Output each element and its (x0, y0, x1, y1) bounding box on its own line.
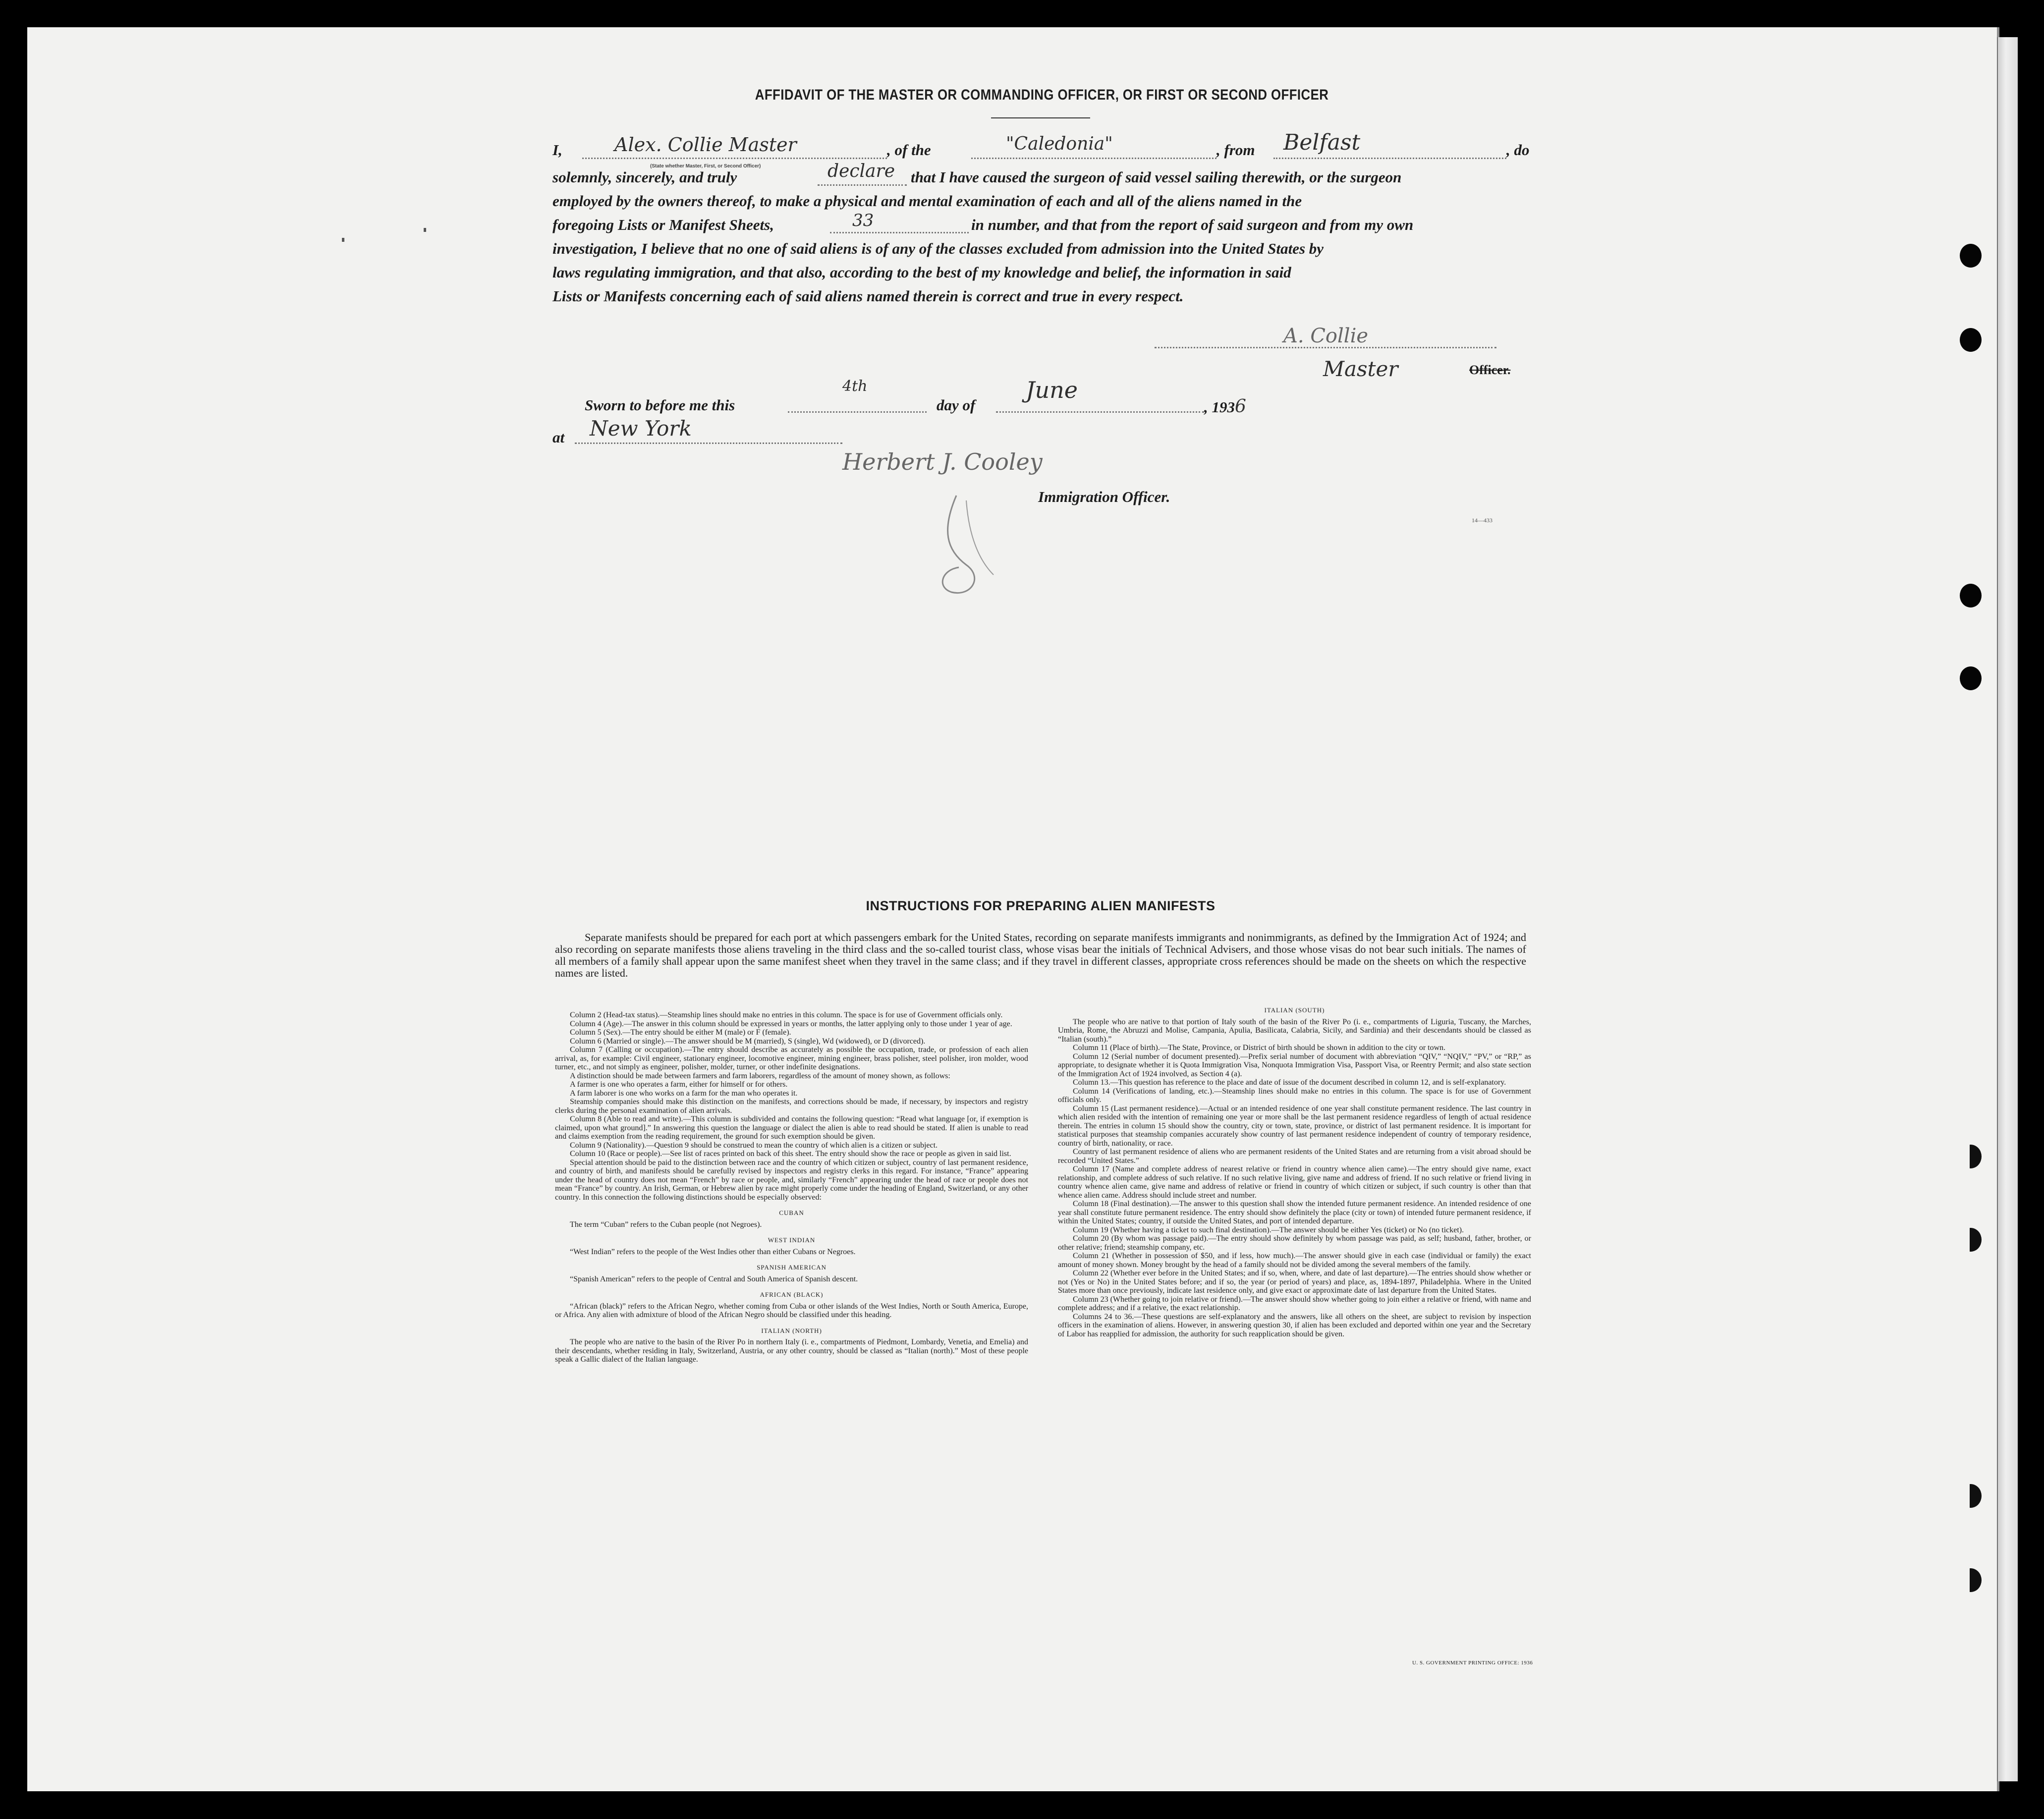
affidavit-line-6: laws regulating immigration, and that also, according to the best of my knowledge and belief, the information in said (552, 264, 1291, 281)
immigration-officer-label: Immigration Officer. (1038, 488, 1170, 505)
instructions-left-column (555, 1011, 1028, 1364)
instruction-paragraph: Country of last permanent residence of aliens who are permanent residents of the United States and are returning from a visit abroad should be recorded “United States.” (1058, 1148, 1531, 1165)
section-text: “African (black)” refers to the African Negro, whether coming from Cuba or other islands of the West Indies, North or South America, Europe, or Africa. Any alien with admixture of blood of the African Negro should be classified under this heading. (555, 1302, 1028, 1319)
handwritten-port: Belfast (1283, 130, 1361, 155)
form-number: 14—433 (1472, 517, 1492, 524)
punch-hole (1960, 1568, 1982, 1592)
handwritten-name: Alex. Collie Master (614, 134, 797, 156)
affidavit-line-2b: that I have caused the surgeon of said vessel sailing therewith, or the surgeon (911, 168, 1402, 186)
instruction-paragraph: Column 23 (Whether going to join relative or friend).—The answer should show whether going to join either a relative or friend, with name and complete address; and if a relative, the exact relationship. (1058, 1295, 1531, 1312)
instruction-paragraph: Column 13.—This question has reference to the place and date of issue of the document described in column 12, and is self-explanatory. (1073, 1078, 1506, 1087)
section-text: “West Indian” refers to the people of the West Indies other than either Cubans or Negroes. (570, 1247, 856, 1256)
scan-speck (424, 228, 426, 232)
section-heading-italian-north: ITALIAN (NORTH) (761, 1326, 822, 1334)
affidavit-line-3: employed by the owners thereof, to make a physical and mental examination of each and all of the aliens named in the (552, 192, 1302, 210)
name-field-line (582, 158, 887, 159)
year-label: , 1936 (1204, 396, 1246, 417)
officer-label: Officer. (1469, 363, 1511, 377)
instruction-paragraph: Column 20 (By whom was passage paid).—The entry should show definitely by whom passage was paid, as self; husband, father, brother, or other relative; friend; steamship company, etc. (1058, 1234, 1531, 1252)
instruction-paragraph: Column 9 (Nationality).—Question 9 should be construed to mean the country of which alien is a citizen or subject. (570, 1141, 938, 1150)
instruction-paragraph: Column 17 (Name and complete address of nearest relative or friend in country whence alien came).—The entry should give name, exact relationship, and complete address of such relative. If no such relative living, give name and address of friend. If no such relative or friend living in country whence alien came, give name and address of relative or friend in country of which citizen or subject, if such country is other than that whence alien came. Address should include street and number. (1058, 1165, 1531, 1200)
affidavit-line-4a: foregoing Lists or Manifest Sheets, (552, 216, 774, 233)
handwritten-place: New York (590, 416, 692, 441)
punch-hole (1960, 328, 1982, 352)
instructions-title: INSTRUCTIONS FOR PREPARING ALIEN MANIFESTS (866, 898, 1215, 913)
instruction-paragraph: Column 22 (Whether ever before in the United States; and if so, when, where, and date of last departure).—The entries should show whether or not (Yes or No) in the United States before; and if so, the year (or period of years) and place, as, 1894-1897, Philadelphia. Where in the United States more than once previously, indicate last residence only, and give exact or approximate date of last departure from the United States. (1058, 1269, 1531, 1295)
instruction-paragraph: Column 7 (Calling or occupation).—The entry should describe as accurately as possible the occupation, trade, or profession of each alien arrival, as, for example: Civil engineer, stationary engineer, locomotive engineer, mining engineer, brass polisher, steel polisher, iron molder, wood turner, etc., and not simply as engineer, polisher, molder, turner, or other indefinite designations. (555, 1046, 1028, 1071)
instruction-paragraph: Special attention should be paid to the distinction between race and the country of which citizen or subject, country of last permanent residence, and country of birth, and manifests should be carefully revised by inspectors and registry clerks in this regard. For instance, “France” appearing under the head of country does not mean “French” by race or people, and, similarly “French” appearing under the head of race or people does not mean “France” by country. An Irish, German, or Hebrew alien by race might properly come under the heading of England, Switzerland, or any other country. In this connection the following distinctions should be especially observed: (555, 1158, 1028, 1202)
affidavit-line-2a: solemnly, sincerely, and truly (552, 168, 737, 186)
at-label: at (552, 429, 565, 446)
title-rule (991, 117, 1090, 118)
section-text: The term “Cuban” refers to the Cuban people (not Negroes). (570, 1220, 762, 1229)
instructions-intro: Separate manifests should be prepared for each port at which passengers embark for the United States, recording on separate manifests immigrants and nonimmigrants, as defined by the Immigration Act of 1924; and also recording on separate manifests those aliens traveling in the third class and the so-called tourist class, whose visas bear the initials of Technical Advisers, and those whose visas do not bear such initials. The names of all members of a family shall appear upon the same manifest sheet when they travel in the same class; and if they travel in different classes, appropriate cross references should be made on the sheets on which the respective names are listed. (555, 931, 1526, 979)
ship-field-line (971, 158, 1216, 159)
handwritten-ship: "Caledonia" (1006, 134, 1113, 154)
of-the-label: , of the (887, 141, 931, 159)
instruction-paragraph: Column 5 (Sex).—The entry should be either M (male) or F (female). (570, 1028, 791, 1037)
place-field-line (575, 442, 842, 444)
day-field-line (788, 411, 927, 413)
instruction-paragraph: Column 4 (Age).—The answer in this column should be expressed in years or months, the latter applying only to those under 1 year of age. (570, 1019, 1012, 1028)
day-of-label: day of (937, 396, 976, 414)
section-heading-west-indian: WEST INDIAN (768, 1236, 816, 1244)
instruction-paragraph: Column 12 (Serial number of document presented).—Prefix serial number of document with abbreviation “QIV,” “NQIV,” “PV,” or “RP,” as appropriate, to designate whether it is Quota Immigration Visa, Nonquota Immigration Visa, Passport Visa, or Reentry Permit; and also state section of the Immigration Act of 1924 involved, as Section 4 (a). (1058, 1052, 1531, 1078)
instruction-paragraph: Column 11 (Place of birth).—The State, Province, or District of birth should be shown in addition to the city or town. (1073, 1044, 1446, 1052)
handwritten-month: June (1026, 377, 1078, 403)
instruction-paragraph: A farm laborer is one who works on a farm for the man who operates it. (570, 1089, 798, 1098)
instruction-paragraph: A distinction should be made between farmers and farm laborers, regardless of the amount of money shown, as follows: (570, 1071, 950, 1080)
handwritten-year-digit: 6 (1235, 396, 1246, 417)
handwritten-day: 4th (842, 378, 868, 395)
sworn-label: Sworn to before me this (585, 396, 735, 414)
scan-speck (342, 238, 344, 242)
affidavit-line-7: Lists or Manifests concerning each of said aliens named therein is correct and true in every respect. (552, 287, 1184, 305)
instruction-paragraph: Steamship companies should make this distinction on the manifests, and corrections should be made, if necessary, by inspectors and registry clerks during the personal examination of alien arrivals. (555, 1098, 1028, 1115)
instruction-paragraph: Column 14 (Verifications of landing, etc.).—Steamship lines should make no entries in this column. The space is for use of Government officials only. (1058, 1087, 1531, 1104)
affidavit-line-5: investigation, I believe that no one of said aliens is of any of the classes excluded from admission into the United States by (552, 240, 1324, 257)
affidavit-line-4b: in number, and that from the report of said surgeon and from my own (971, 216, 1414, 233)
month-field-line (996, 411, 1204, 413)
section-heading-cuban: CUBAN (779, 1209, 804, 1216)
officer-caption: (State whether Master, First, or Second Officer) (650, 164, 761, 169)
instruction-paragraph: Column 2 (Head-tax status).—Steamship lines should make no entries in this column. The space is for use of Government officials only. (570, 1011, 1003, 1019)
from-label: , from (1216, 141, 1255, 159)
instruction-paragraph: Column 21 (Whether in possession of $50, and if less, how much).—The answer should give in each case (individual or family) the exact amount of money shown. Money brought by the head of a family should not be divided among the several members of the family. (1058, 1252, 1531, 1269)
declare-field-line (818, 184, 907, 186)
instructions-right-column (1058, 1006, 1531, 1338)
do-label: , do (1506, 141, 1530, 159)
instruction-paragraph: Column 15 (Last permanent residence).—Actual or an intended residence of one year shall constitute permanent residence. The last country in which alien resided with the intention of remaining one year or more shall be the last permanent residence regardless of length of actual residence therein. The entries in column 15 should show the country, city or town, state, province, or district of last permanent residence. It is important for statistical purposes that steamship companies accurately show country of last permanent residence independent of country of temporary residence, country of birth, nationality, or race. (1058, 1104, 1531, 1148)
punch-hole (1960, 666, 1982, 690)
printer-imprint: U. S. GOVERNMENT PRINTING OFFICE: 1936 (1412, 1660, 1533, 1666)
instruction-paragraph: The people who are native to that portion of Italy south of the basin of the River Po (i. e., compartments of Liguria, Tuscany, the Marches, Umbria, Rome, the Abruzzi and Molise, Campania, Apulia, Basilicata, Calabria, Sicily, and Sardinia) and their descendants should be classed as “Italian (south).” (1058, 1017, 1531, 1044)
affidavit-title: AFFIDAVIT OF THE MASTER OR COMMANDING OFFICER, OR FIRST OR SECOND OFFICER (755, 87, 1329, 103)
instruction-paragraph: Column 8 (Able to read and write).—This column is subdivided and contains the following question: “Read what language [or, if exemption is claimed, upon what ground].” In answering this question the language or dialect the alien is able to read should be stated. If alien is unable to read and claims exemption from the reading requirement, the ground for such exemption should be given. (555, 1115, 1028, 1141)
section-text: “Spanish American” refers to the people of Central and South America of Spanish descent. (570, 1274, 858, 1283)
sheet-edge (1997, 37, 2018, 1781)
instruction-paragraph: Column 19 (Whether having a ticket to such final destination).—The answer should be either Yes (ticket) or No (no ticket). (1073, 1225, 1464, 1234)
punch-hole (1960, 1145, 1982, 1168)
instruction-paragraph: A farmer is one who operates a farm, either for himself or for others. (570, 1080, 788, 1089)
handwritten-sheets: 33 (852, 211, 874, 230)
instruction-paragraph: Column 6 (Married or single).—The answer should be M (married), S (single), Wd (widowed), or D (divorced). (570, 1037, 926, 1046)
instruction-paragraph: Column 18 (Final destination).—The answer to this question shall show the intended future permanent residence. An intended residence of one year shall constitute future permanent residence. The entry should show definitely the place (city or town) of intended future permanent residence, if within the United States; country, if outside the United States, and port of intended departure. (1058, 1200, 1531, 1225)
immigration-officer-signature: Herbert J. Cooley (842, 448, 1043, 475)
punch-hole (1960, 244, 1982, 268)
master-signature: A. Collie (1283, 325, 1369, 347)
port-field-line (1273, 158, 1506, 159)
signature-flourish-stroke (937, 491, 1036, 605)
section-heading-african: AFRICAN (BLACK) (760, 1291, 824, 1298)
section-text: The people who are native to the basin of the River Po in northern Italy (i. e., compartments of Piedmont, Lombardy, Venetia, and Emelia) and their descendants, whether residing in Italy, Switzerland, Austria, or any other country, should be classed as “Italian (north).” Most of these people speak a Gallic dialect of the Italian language. (555, 1338, 1028, 1364)
instruction-paragraph: Column 10 (Race or people).—See list of races printed on back of this sheet. The entry should show the race or people as given in said list. (570, 1150, 1011, 1158)
section-heading-spanish-american: SPANISH AMERICAN (757, 1264, 827, 1271)
handwritten-signer-rank: Master (1323, 357, 1398, 381)
instruction-paragraph: Columns 24 to 36.—These questions are self-explanatory and the answers, like all others on the sheet, are subject to revision by inspection officers in the examination of aliens. However, in answering question 30, if alien has been excluded and deported within one year and the Secretary of Labor has reapplied for admission, the authority for such reapplication should be given. (1058, 1312, 1531, 1338)
punch-hole (1960, 584, 1982, 607)
handwritten-declare: declare (828, 161, 895, 181)
punch-hole (1960, 1484, 1982, 1508)
sheets-field-line (830, 232, 969, 233)
section-heading-italian-south: ITALIAN (SOUTH) (1264, 1006, 1325, 1014)
pronoun-i: I, (552, 141, 562, 159)
punch-hole (1960, 1228, 1982, 1252)
